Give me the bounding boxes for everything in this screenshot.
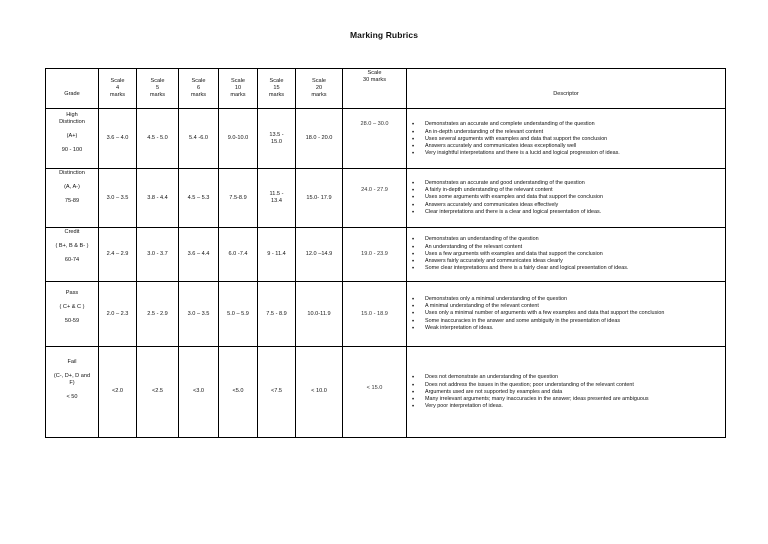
scale-15-range: 9 - 11.4 [258,228,296,282]
header-scale-4: Scale 4 marks [99,69,137,109]
scale-15-range: 11.5 - 13.4 [258,169,296,228]
descriptor-item: • Uses a few arguments with examples and data that support the conclusion [412,251,725,258]
scale-4-range: 2.4 – 2.9 [99,228,137,282]
scale-20-range: 10.0-11.9 [296,282,343,347]
header-grade: Grade [46,69,99,109]
scale-20-range: < 10.0 [296,347,343,438]
header-row [46,69,726,109]
scale-6-range: 3.0 – 3.5 [179,282,219,347]
descriptor-item: • Uses several arguments with examples and data that support the conclusion [412,136,725,143]
descriptor-list [407,373,725,410]
grade-label-cell: High Distinction (A+) 90 - 100 [46,109,99,169]
grade-label-cell: Pass ( C+ & C ) 50-59 [46,282,99,347]
page-title: Marking Rubrics [349,30,419,40]
descriptor-item: • Very insightful interpretations and there is a lucid and logical progression of ideas. [412,150,725,157]
scale-30-range: 15.0 - 18.9 [343,282,407,347]
scale-15-range: 13.5 - 15.0 [258,109,296,169]
scale-5-range: <2.5 [137,347,179,438]
descriptor-item: • An in-depth understanding of the relevant content [412,129,725,136]
marking-rubric-table [45,68,726,438]
scale-4-range: 3.0 – 3.5 [99,169,137,228]
descriptor-item: • Arguments used are not supported by examples and data [412,389,725,396]
descriptor-cell [407,282,726,347]
scale-30-range: 19.0 - 23.9 [343,228,407,282]
grade-row-credit [46,228,726,282]
descriptor-item: • Demonstrates only a minimal understanding of the question [412,296,725,303]
scale-6-range: 5.4 -6.0 [179,109,219,169]
scale-10-range: 6.0 -7.4 [219,228,258,282]
descriptor-cell [407,228,726,282]
descriptor-item: • Demonstrates an accurate and complete understanding of the question [412,121,725,128]
descriptor-item: • Many irrelevant arguments; many inaccuracies in the answer; ideas presented are ambiguous [412,396,725,403]
descriptor-list [407,296,725,332]
scale-10-range: 5.0 – 5.9 [219,282,258,347]
scale-10-range: 7.5-8.9 [219,169,258,228]
scale-6-range: <3.0 [179,347,219,438]
descriptor-item: • Weak interpretation of ideas. [412,325,725,332]
header-scale-20: Scale 20 marks [296,69,343,109]
header-scale-10: Scale 10 marks [219,69,258,109]
scale-30-range: 28.0 – 30.0 [343,109,407,169]
descriptor-cell [407,109,726,169]
descriptor-item: • Uses only a minimal number of arguments with a few examples and data that support the conclusion [412,310,725,317]
scale-6-range: 4.5 – 5.3 [179,169,219,228]
descriptor-item: • Clear interpretations and there is a clear and logical presentation of ideas. [412,209,725,216]
scale-30-range: 24.0 - 27.9 [343,169,407,228]
scale-30-range: < 15.0 [343,347,407,438]
descriptor-item: • Demonstrates an understanding of the question [412,236,725,243]
scale-4-range: 2.0 – 2.3 [99,282,137,347]
scale-15-range: <7.5 [258,347,296,438]
descriptor-item: • A fairly in-depth understanding of the relevant content [412,187,725,194]
descriptor-list [407,119,725,157]
scale-10-range: <5.0 [219,347,258,438]
scale-15-range: 7.5 - 8.9 [258,282,296,347]
header-scale-6: Scale 6 marks [179,69,219,109]
grade-row-fail [46,347,726,438]
descriptor-item: • A minimal understanding of the relevant content [412,303,725,310]
grade-row-high-distinction [46,109,726,169]
descriptor-item: • Answers accurately and communicates ideas effectively [412,202,725,209]
header-descriptor: Descriptor [407,69,726,109]
grade-row-pass [46,282,726,347]
scale-5-range: 3.0 - 3.7 [137,228,179,282]
descriptor-item: • Demonstrates an accurate and good understanding of the question [412,180,725,187]
scale-6-range: 3.6 – 4.4 [179,228,219,282]
descriptor-item: • Answers fairly accurately and communicates ideas clearly [412,258,725,265]
scale-20-range: 18.0 - 20.0 [296,109,343,169]
scale-20-range: 12.0 –14.9 [296,228,343,282]
descriptor-item: • Very poor interpretation of ideas. [412,403,725,410]
scale-5-range: 2.5 - 2.9 [137,282,179,347]
descriptor-cell [407,169,726,228]
descriptor-item: • Some clear interpretations and there is a fairly clear and logical presentation of ideas. [412,265,725,272]
descriptor-list [407,236,725,272]
scale-5-range: 4.5 - 5.0 [137,109,179,169]
descriptor-item: • Does not address the issues in the question; poor understanding of the relevant content [412,382,725,389]
scale-4-range: <2.0 [99,347,137,438]
scale-10-range: 9.0-10.0 [219,109,258,169]
scale-20-range: 15.0- 17.9 [296,169,343,228]
grade-label-cell: Fail (C-, D+, D and F) < 50 [46,347,99,438]
grade-label-cell: Credit ( B+, B & B- ) 60-74 [46,228,99,282]
descriptor-item: • An understanding of the relevant content [412,244,725,251]
descriptor-item: • Some inaccuracies in the answer and some ambiguity in the presentation of ideas [412,318,725,325]
header-scale-30: Scale 30 marks [343,69,407,109]
descriptor-list [407,180,725,216]
header-scale-5: Scale 5 marks [137,69,179,109]
descriptor-item: • Answers accurately and communicates ideas exceptionally well [412,143,725,150]
scale-4-range: 3.6 – 4.0 [99,109,137,169]
grade-row-distinction [46,169,726,228]
scale-5-range: 3.8 - 4.4 [137,169,179,228]
header-scale-15: Scale 15 marks [258,69,296,109]
grade-label-cell: Distinction (A, A-) 75-89 [46,169,99,228]
descriptor-cell [407,347,726,438]
descriptor-item: • Uses some arguments with examples and data that support the conclusion [412,194,725,201]
descriptor-item: • Does not demonstrate an understanding of the question [412,374,725,381]
